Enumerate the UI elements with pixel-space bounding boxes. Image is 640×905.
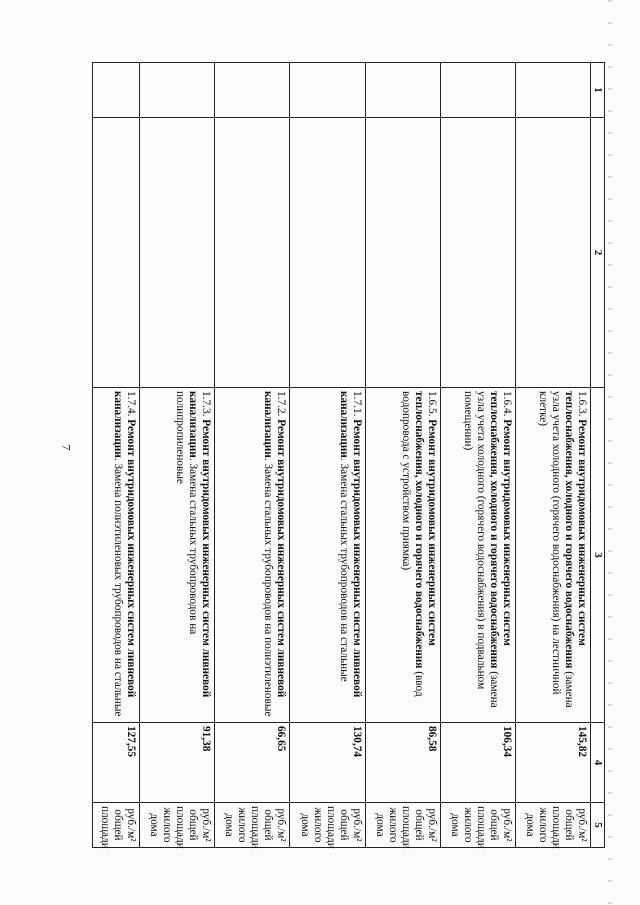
header-col-2: 2 [591,118,605,388]
row-unit: руб./м² общей площади жилого дома [440,803,515,848]
row-description [215,388,290,723]
row-unit: руб./м² общей площади [93,803,140,848]
row-id: 1.7.2. [275,391,288,417]
row-description [365,388,440,723]
scan-edge-marks [608,0,612,905]
table-body [93,63,591,848]
row-unit: руб./м² общей площади жилого дома [515,803,590,848]
row-description [140,388,215,723]
row-rest-text: . Замена стальных трубопроводов на стальные [337,457,350,682]
cell-col-2 [93,118,140,388]
tariff-table [92,62,605,848]
cell-col-2 [440,118,515,388]
header-row [591,63,605,848]
table-row [515,63,590,848]
row-description [440,388,515,723]
page-number: 7 [59,444,74,451]
row-value: 66,65 [215,723,290,803]
row-value: 145,82 [515,723,590,803]
table-row [365,63,440,848]
cell-col-1 [365,63,440,118]
cell-col-2 [365,118,440,388]
row-bold-text: Ремонт внутридомовых инженерных систем теплоснабжения, холодного и горячего водоснабжения [487,391,513,669]
row-bold-text: Ремонт внутридомовых инженерных систем ливневой канализации [187,391,213,698]
table-row [440,63,515,848]
row-unit: руб./м² общей площади жилого дома [215,803,290,848]
row-value: 91,38 [140,723,215,803]
row-value: 127,55 [93,723,140,803]
row-unit: руб./м² общей площади жилого дома [365,803,440,848]
row-description [290,388,365,723]
cell-col-1 [515,63,590,118]
row-rest-text: . Замена полиэтиленовых трубопроводов на стальные [112,457,125,717]
header-col-1: 1 [591,63,605,118]
row-bold-text: Ремонт внутридомовых инженерных систем теплоснабжения, холодного и горячего водоснабжения [412,391,438,669]
row-id: 1.7.3. [200,391,213,417]
row-rest-text: . Замена стальных трубопроводов на полиэтиленовые [262,457,275,717]
header-col-5: 5 [591,803,605,848]
header-col-3: 3 [591,388,605,723]
row-description [93,388,140,723]
table-row [215,63,290,848]
row-rest-text: (ввод водопровода с устройством приямка) [399,391,425,697]
row-rest-text: . Замена стальных трубопроводов на полипропиленовые [174,391,200,635]
row-bold-text: Ремонт внутридомовых инженерных систем ливневой канализации [337,391,363,698]
cell-col-1 [215,63,290,118]
row-bold-text: Ремонт внутридомовых инженерных систем ливневой канализации [112,391,138,698]
cell-col-2 [290,118,365,388]
row-value: 106,34 [440,723,515,803]
cell-col-2 [140,118,215,388]
row-rest-text: (замена узла учета холодного (горячего водоснабжения) на лестничной клетке) [537,391,575,708]
row-bold-text: Ремонт внутридомовых инженерных систем ливневой канализации [262,391,288,698]
cell-col-1 [93,63,140,118]
row-id: 1.6.5. [425,391,438,417]
row-value: 130,74 [290,723,365,803]
table-row [140,63,215,848]
row-unit: руб./м² общей площади жилого дома [140,803,215,848]
header-col-4: 4 [591,723,605,803]
table-rotator [92,62,605,847]
row-id: 1.7.1. [350,391,363,417]
table-row [93,63,140,848]
row-rest-text: (замена узла учета холодного (горячего водоснабжения) в подвальном помещении) [461,391,500,708]
row-value: 86,58 [365,723,440,803]
row-bold-text: Ремонт внутридомовых инженерных систем теплоснабжения, холодного и горячего водоснабжения [563,391,588,669]
table-row [290,63,365,848]
cell-col-1 [440,63,515,118]
row-description [515,388,590,723]
row-id: 1.6.3. [576,391,588,417]
row-unit: руб./м² общей площади жилого дома [290,803,365,848]
row-id: 1.7.4. [125,391,138,417]
cell-col-2 [215,118,290,388]
cell-col-2 [515,118,590,388]
cell-col-1 [290,63,365,118]
cell-col-1 [140,63,215,118]
row-id: 1.6.4. [500,391,513,417]
